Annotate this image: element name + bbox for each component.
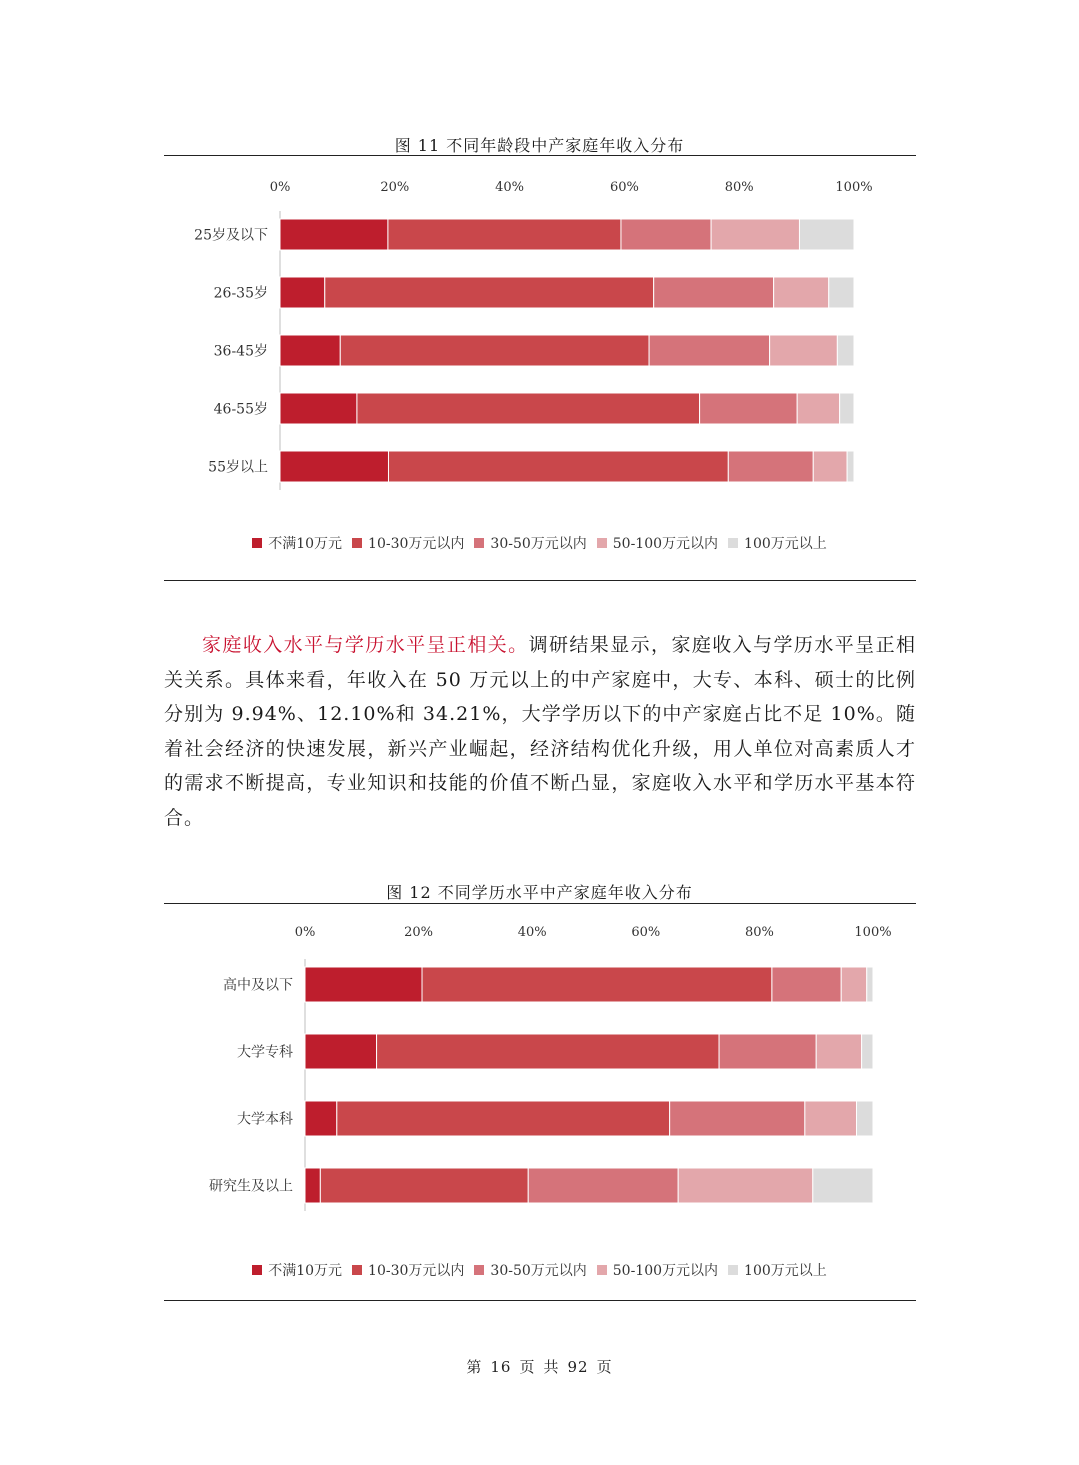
- figure-12-legend-item: [597, 1260, 718, 1280]
- figure-12-tick-label: 0%: [294, 925, 316, 940]
- figure-11-bar-segment: [840, 393, 854, 424]
- figure-11-bar-segment: [340, 335, 649, 366]
- footer-total-pages: 92: [567, 1358, 589, 1376]
- figure-11-legend-label: 不满10万元: [268, 536, 343, 552]
- figure-11-bar-segment: [388, 219, 621, 250]
- footer-prefix: 第: [466, 1358, 483, 1376]
- figure-12-bottom-rule: [164, 1300, 916, 1301]
- figure-11-tick-label: 40%: [495, 180, 525, 195]
- figure-11-legend: [0, 533, 1079, 553]
- footer-page-number: 16: [490, 1358, 512, 1376]
- paragraph-highlight: 家庭收入水平与学历水平呈正相关。: [202, 634, 529, 656]
- figure-12-tick-label: 60%: [631, 925, 661, 940]
- figure-11-bar-segment: [829, 277, 854, 308]
- figure-11-legend-label: 10-30万元以内: [368, 536, 465, 552]
- figure-12-legend-item: [252, 1260, 342, 1280]
- figure-11-category-label: 55岁以上: [208, 459, 268, 476]
- figure-11-bar-segment: [774, 277, 829, 308]
- footer-mid: 页: [519, 1358, 536, 1376]
- body-paragraph: [164, 628, 916, 835]
- figure-11-legend-swatch: [597, 538, 607, 548]
- figure-11-bar-segment: [280, 451, 388, 482]
- figure-11-legend-swatch: [352, 538, 362, 548]
- figure-12-legend-item: [474, 1260, 586, 1280]
- figure-12-category-label: 研究生及以上: [209, 1178, 293, 1195]
- figure-11-bar-segment: [728, 451, 813, 482]
- figure-11-tick-label: 100%: [835, 180, 873, 195]
- figure-11-legend-swatch: [252, 538, 262, 548]
- figure-12-legend-label: 100万元以上: [744, 1263, 827, 1279]
- figure-12-legend-swatch: [728, 1265, 738, 1275]
- figure-11-bar-segment: [621, 219, 711, 250]
- figure-12-legend-swatch: [352, 1265, 362, 1275]
- figure-12-legend-label: 不满10万元: [268, 1263, 343, 1279]
- figure-11-bar-segment: [649, 335, 770, 366]
- figure-11-bar-segment: [280, 335, 340, 366]
- figure-12-legend-swatch: [252, 1265, 262, 1275]
- figure-11-bar-segment: [770, 335, 838, 366]
- figure-11-title: 图 11 不同年龄段中产家庭年收入分布: [394, 136, 685, 155]
- figure-11-bar-segment: [654, 277, 774, 308]
- figure-11-legend-swatch: [728, 538, 738, 548]
- figure-11-bar-segment: [837, 335, 854, 366]
- figure-11-tick-label: 80%: [724, 180, 754, 195]
- figure-11-bar-segment: [325, 277, 654, 308]
- figure-11-bar-segment: [280, 393, 357, 424]
- footer-gong: 共: [543, 1358, 560, 1376]
- figure-12-legend-label: 10-30万元以内: [368, 1263, 465, 1279]
- figure-11-legend-item: [474, 533, 586, 553]
- figure-11-legend-item: [252, 533, 342, 553]
- figure-11-category-label: 36-45岁: [213, 343, 268, 360]
- figure-11-legend-label: 50-100万元以内: [612, 536, 719, 552]
- figure-11-legend-item: [352, 533, 464, 553]
- figure-11-bar-segment: [847, 451, 854, 482]
- figure-12-tick-label: 20%: [404, 925, 434, 940]
- figure-12-tick-label: 80%: [744, 925, 774, 940]
- figure-11-bar-segment: [711, 219, 799, 250]
- figure-11-category-label: 25岁及以下: [194, 227, 268, 244]
- figure-11-legend-label: 30-50万元以内: [490, 536, 587, 552]
- figure-12-top-rule: [164, 903, 916, 904]
- figure-11-bar-segment: [388, 451, 728, 482]
- figure-11-category-label: 46-55岁: [213, 401, 268, 418]
- figure-11-bar-segment: [357, 393, 700, 424]
- figure-11-legend-swatch: [474, 538, 484, 548]
- figure-12-legend-label: 50-100万元以内: [612, 1263, 719, 1279]
- figure-11-tick-label: 20%: [380, 180, 410, 195]
- figure-12-title: 图 12 不同学历水平中产家庭年收入分布: [386, 883, 693, 902]
- figure-11-bar-segment: [700, 393, 798, 424]
- figure-11-bar-segment: [280, 219, 388, 250]
- figure-12-legend-label: 30-50万元以内: [490, 1263, 587, 1279]
- figure-11-bar-segment: [799, 219, 854, 250]
- figure-11-tick-label: 0%: [269, 180, 291, 195]
- figure-12-tick-label: 40%: [517, 925, 547, 940]
- figure-12-legend-item: [352, 1260, 464, 1280]
- figure-12-category-label: 大学专科: [237, 1044, 293, 1061]
- footer-suffix: 页: [596, 1358, 613, 1376]
- figure-12-legend: [0, 1260, 1079, 1280]
- figure-11-legend-label: 100万元以上: [744, 536, 827, 552]
- figure-12-category-label: 大学本科: [237, 1111, 293, 1128]
- paragraph-text: 调研结果显示，家庭收入与学历水平呈正相关关系。具体来看，年收入在 50 万元以上的中产家庭中，大专、本科、硕士的比例分别为 9.94%、12.10%和 34.21%，大学学历以下的中产家庭占比不足 10%。随着社会经济的快速发展，新兴产业崛起，经济结构优化升级，用人单位对高素质人才的需求不断提高，专业知识和技能的价值不断凸显，家庭收入水平和学历水平基本符合。: [164, 634, 916, 829]
- figure-11-legend-item: [597, 533, 718, 553]
- figure-11-bar-segment: [813, 451, 847, 482]
- page-footer: [0, 1356, 1079, 1377]
- figure-12-tick-label: 100%: [854, 925, 892, 940]
- figure-11-category-label: 26-35岁: [213, 285, 268, 302]
- figure-11-bar-segment: [797, 393, 839, 424]
- figure-12-category-label: 高中及以下: [223, 977, 293, 994]
- figure-11-legend-item: [728, 533, 827, 553]
- figure-12-legend-item: [728, 1260, 827, 1280]
- figure-11-bottom-rule: [164, 580, 916, 581]
- figure-12-legend-swatch: [597, 1265, 607, 1275]
- figure-11-bar-segment: [280, 277, 325, 308]
- figure-11-tick-label: 60%: [609, 180, 639, 195]
- figure-12-legend-swatch: [474, 1265, 484, 1275]
